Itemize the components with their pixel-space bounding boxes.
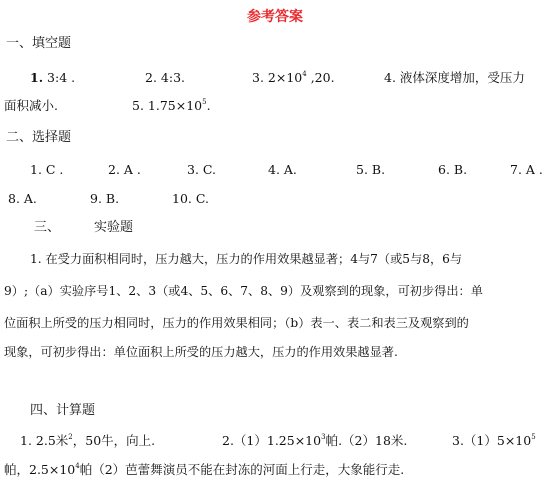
experiment-answer-line-2 <box>0 281 550 301</box>
fill-q4-part-2: 面积减小. <box>4 98 58 113</box>
choice-answer-9: 9. B. <box>90 191 120 206</box>
fill-q3-exponent: 4 <box>302 70 307 78</box>
fill-q5-exponent: 5 <box>202 98 207 106</box>
calc-answer-2-base: 2.（1）1.25×10 <box>222 433 322 448</box>
choice-answer-8: 8. A. <box>8 191 37 206</box>
experiment-answer-line-1 <box>0 249 550 269</box>
calc-answer-2 <box>222 431 407 451</box>
calc-answer-2-rest: 帕.（2）18米. <box>325 433 408 448</box>
experiment-answer-text-3: 位面积上所受的压力相同时，压力的作用效果相同；（b）表一、表二和表三及观察到的 <box>4 316 469 330</box>
fill-q5 <box>132 96 211 116</box>
experiment-heading-text: 实验题 <box>94 220 134 235</box>
choice-answer-5: 5. B. <box>356 162 386 177</box>
calc-answer-3-exponent: 5 <box>531 433 536 441</box>
choice-answer-1: 1. C . <box>30 162 64 177</box>
calc-answer-3-continued <box>4 460 404 480</box>
choice-answer-6: 6. B. <box>438 162 468 177</box>
choice-answers-row-1 <box>0 160 550 180</box>
experiment-answer-text-1: 1. 在受力面积相同时，压力越大，压力的作用效果越显著；4与7（或5与8，6与 <box>30 252 463 266</box>
calc-answer-1-base: 1. 2.5米 <box>20 433 69 448</box>
fill-q1-answer: 3:4 . <box>47 70 76 85</box>
calc-answers-row-1 <box>0 431 550 451</box>
choice-answer-2: 2. A . <box>108 162 141 177</box>
calc-answer-2-exponent: 3 <box>321 433 326 441</box>
fill-q3 <box>252 68 335 88</box>
page-title: 参考答案 <box>247 9 303 25</box>
calc-answer-1 <box>20 431 155 451</box>
choice-answers-row-2 <box>0 189 550 209</box>
section-heading-experiment <box>6 218 550 238</box>
experiment-answer-line-3 <box>0 313 550 333</box>
calc-answer-3-cont-base: 帕，2.5×10 <box>4 462 76 477</box>
choice-answer-10: 10. C. <box>172 191 209 206</box>
experiment-answer-line-4 <box>0 342 550 362</box>
fill-in-answers-row-2 <box>0 96 550 116</box>
choice-answer-3: 3. C. <box>187 162 216 177</box>
calc-answer-3-cont-rest: 帕（2）芭蕾舞演员不能在封冻的河面上行走，大象能行走. <box>79 462 405 477</box>
fill-q3-base: 3. 2×10 <box>252 70 303 85</box>
fill-q1 <box>30 68 75 88</box>
experiment-answer-text-4: 现象，可初步得出：单位面积上所受的压力越大，压力的作用效果越显著. <box>4 345 398 359</box>
fill-q2: 2. 4:3. <box>145 70 185 85</box>
calc-answer-3 <box>452 431 536 451</box>
choice-answer-4: 4. A. <box>268 162 297 177</box>
fill-q1-number: 1. <box>30 70 44 85</box>
fill-q5-base: 5. 1.75×10 <box>132 98 203 113</box>
fill-q4-part-1: 4. 液体深度增加，受压力 <box>384 70 525 85</box>
experiment-heading-number: 三、 <box>34 220 61 235</box>
fill-q3-rest: ,20. <box>310 70 335 85</box>
section-heading-fill-in: 一、填空题 <box>6 36 72 51</box>
calc-answers-row-2 <box>0 460 550 480</box>
fill-in-answers-row-1 <box>0 68 550 88</box>
calc-answer-1-rest: ，50牛，向上. <box>72 433 156 448</box>
choice-answer-7: 7. A . <box>510 162 543 177</box>
section-heading-choice: 二、选择题 <box>6 130 72 145</box>
experiment-answer-text-2: 9）;（a）实验序号1、2、3（或4、5、6、7、8、9）及观察到的现象，可初步得出：单 <box>4 284 483 298</box>
calc-answer-1-exponent: 2 <box>68 433 73 441</box>
fill-q5-rest: . <box>206 98 211 113</box>
calc-answer-3-base: 3.（1）5×10 <box>452 433 532 448</box>
section-heading-calculation: 四、计算题 <box>30 403 96 418</box>
calc-answer-3-cont-exponent: 4 <box>75 462 80 470</box>
